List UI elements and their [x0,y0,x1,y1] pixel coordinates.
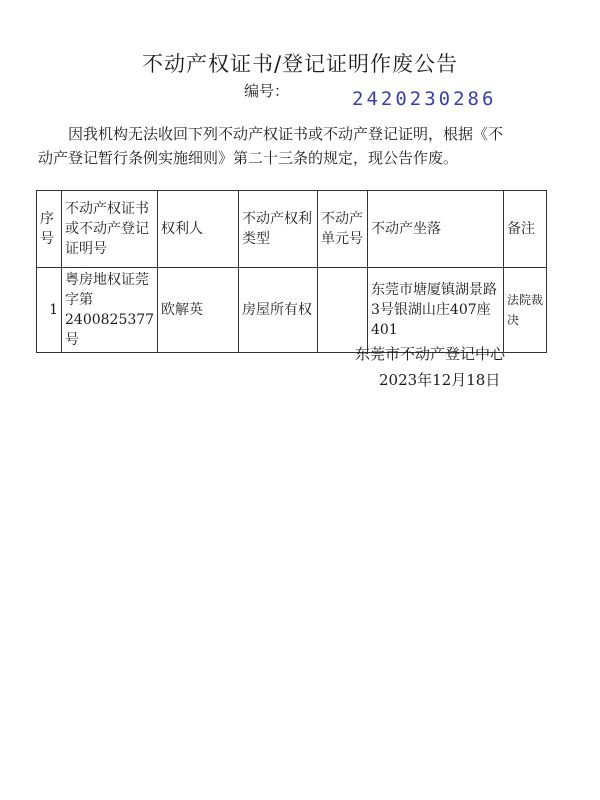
header-location: 不动产坐落 [368,191,504,268]
issue-date: 2023年12月18日 [379,371,501,389]
announcement-paragraph [38,122,544,170]
paragraph-line-1: 因我机构无法收回下列不动产权证书或不动产登记证明，根据《不 [68,125,504,143]
cell-location: 东莞市塘厦镇湖景路3号银湖山庄407座401 [368,268,504,353]
cell-seq: 1 [37,268,62,353]
table-row [37,268,547,353]
header-remark: 备注 [504,191,547,268]
cell-unit-no [318,268,368,353]
cell-remark: 法院裁决 [504,268,547,353]
header-unit-no: 不动产单元号 [318,191,368,268]
document-title: 不动产权证书/登记证明作废公告 [141,52,459,76]
certificate-table [36,190,547,353]
issuing-organization: 东莞市不动产登记中心 [355,345,506,363]
header-owner: 权利人 [158,191,239,268]
cell-cert-no: 粤房地权证莞字第2400825377号 [62,268,158,353]
paragraph-line-2: 动产登记暂行条例实施细则》第二十三条的规定，现公告作废。 [38,149,459,167]
header-cert-no: 不动产权证书或不动产登记证明号 [62,191,158,268]
cell-right-type: 房屋所有权 [239,268,318,353]
cell-owner: 欧解英 [158,268,239,353]
serial-label: 编号： [244,82,290,100]
header-right-type: 不动产权利类型 [239,191,318,268]
table-header-row [37,191,547,268]
header-seq: 序号 [37,191,62,268]
serial-number: 2420230286 [352,88,497,110]
